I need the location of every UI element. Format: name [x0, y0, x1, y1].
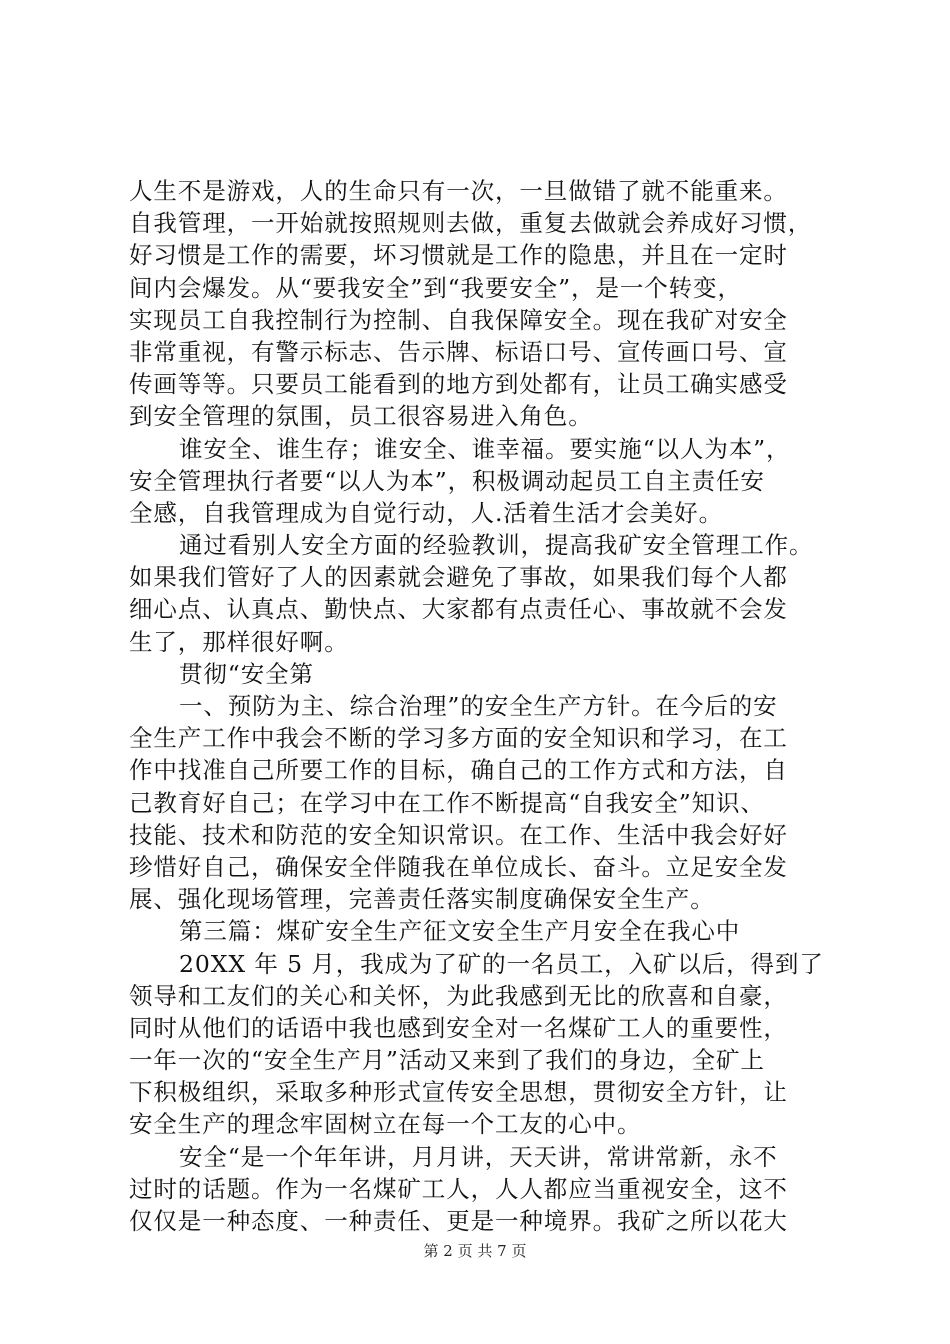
text-line: 作中找准自己所要工作的目标，确自己的工作方式和方法，自 — [129, 756, 788, 785]
text-line: 展、强化现场管理，完善责任落实制度确保安全生产。 — [129, 885, 715, 914]
text-line: 人生不是游戏，人的生命只有一次，一旦做错了就不能重来。 — [129, 177, 788, 205]
text-line: 如果我们管好了人的因素就会避免了事故，如果我们每个人都 — [129, 563, 788, 592]
text-line: 珍惜好自己，确保安全伴随我在单位成长、奋斗。立足安全发 — [129, 852, 788, 881]
text-line: 同时从他们的话语中我也感到安全对一名煤矿工人的重要性， — [129, 1013, 788, 1042]
text-line: 仅仅是一种态度、一种责任、更是一种境界。我矿之所以花大 — [129, 1207, 788, 1235]
text-line: 一年一次的“安全生产月”活动又来到了我们的身边，全矿上 — [129, 1046, 765, 1075]
text-line: 传画等等。只要员工能看到的地方到处都有，让员工确实感受 — [129, 370, 788, 399]
text-line: 贯彻“安全第 — [179, 659, 314, 688]
text-line: 好习惯是工作的需要，坏习惯就是工作的隐患，并且在一定时 — [129, 241, 788, 270]
text-line: 技能、技术和防范的安全知识常识。在工作、生活中我会好好 — [129, 820, 788, 849]
text-line: 间内会爆发。从“要我安全”到“我要安全”，是一个转变， — [129, 273, 742, 302]
text-line: 实现员工自我控制行为控制、自我保障安全。现在我矿对安全 — [129, 305, 788, 334]
text-line: 20XX 年 5 月，我成为了矿的一名员工，入矿以后，得到了 — [179, 949, 824, 978]
text-line: 安全管理执行者要“以人为本”，积极调动起员工自主责任安 — [129, 466, 765, 495]
text-line: 下积极组织，采取多种形式宣传安全思想，贯彻安全方针，让 — [129, 1078, 788, 1107]
text-line: 己教育好自己；在学习中在工作不断提高“自我安全”知识、 — [129, 788, 765, 817]
text-line: 自我管理，一开始就按照规则去做，重复去做就会养成好习惯， — [129, 209, 813, 238]
text-line: 通过看别人安全方面的经验教训，提高我矿安全管理工作。 — [179, 531, 814, 560]
text-line: 细心点、认真点、勤快点、大家都有点责任心、事故就不会发 — [129, 595, 788, 624]
text-line: 一、预防为主、综合治理”的安全生产方针。在今后的安 — [179, 692, 778, 720]
text-line: 过时的话题。作为一名煤矿工人，人人都应当重视安全，这不 — [129, 1174, 788, 1203]
text-line: 领导和工友们的关心和关怀，为此我感到无比的欣喜和自豪， — [129, 981, 788, 1010]
document-body — [129, 175, 834, 1237]
text-line: 安全“是一个年年讲，月月讲，天天讲，常讲常新，永不 — [179, 1142, 778, 1171]
text-line: 安全生产的理念牢固树立在每一个工友的心中。 — [129, 1110, 642, 1139]
text-line: 谁安全、谁生存；谁安全、谁幸福。要实施“以人为本”， — [179, 434, 791, 463]
page-footer: 第 2 页 共 7 页 — [423, 1242, 527, 1260]
text-line: 全生产工作中我会不断的学习多方面的安全知识和学习，在工 — [129, 724, 788, 753]
text-line: 到安全管理的氛围，员工很容易进入角色。 — [129, 402, 593, 431]
text-line: 全感，自我管理成为自觉行动，人.活着生活才会美好。 — [129, 498, 723, 527]
text-line: 非常重视，有警示标志、告示牌、标语口号、宣传画口号、宣 — [129, 337, 788, 366]
text-line: 第三篇：煤矿安全生产征文安全生产月安全在我心中 — [179, 917, 741, 946]
text-line: 生了，那样很好啊。 — [129, 627, 349, 656]
